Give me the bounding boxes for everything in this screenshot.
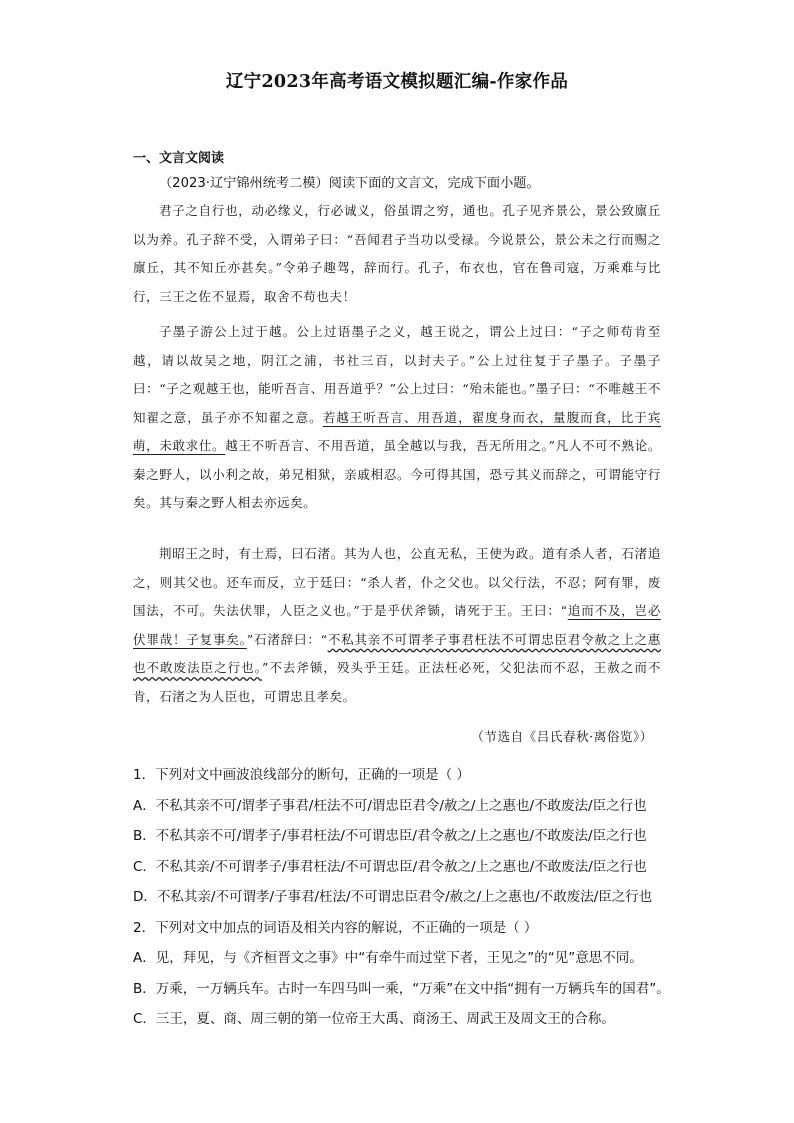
questions: [133, 760, 673, 1035]
passage-text: 荆昭王之时，有士焉，曰石渚。其为人也，公直无私，王使为政。道有杀人者，石渚追之，则其父也。还车而反，立于廷曰：“杀人者，仆之父也。以父行法，不忍；阿有罪，废国法，不可。失法伏罪，人臣之义也。”于是乎伏斧锧，请死于王。王曰：“: [133, 546, 661, 618]
wavy-underlined-sentence: 不私其亲不可谓孝子事君枉法不可谓忠臣君令赦之上之惠也不敢废法臣之行也。: [133, 631, 661, 675]
passage-paragraph-2: [133, 318, 661, 518]
passage-paragraph-3: [133, 540, 661, 711]
passage-text: 越王不听吾言、不用吾道，虽全越以与我，吾无所用之。”凡人不可不熟论。秦之野人，以小利之故，弟兄相狱，亲戚相忍。今可得其国，恐亏其义而辞之，可谓能守行矣。其与秦之野人相去亦远矣。: [133, 438, 662, 510]
section-heading: 一、文言文阅读: [133, 151, 225, 166]
passage-paragraph-1: 君子之自行也，动必缘义，行必诚义，俗虽谓之穷，通也。孔子见齐景公，景公致廪丘以为养。孔子辞不受，入谓弟子曰：“吾闻君子当功以受禄。今说景公，景公未之行而赐之廪丘，其不知丘亦甚矣。”令弟子趣驾，辞而行。孔子，布衣也，官在鲁司寇，万乘难与比行，三王之佐不显焉，取舍不苟也夫！: [133, 203, 661, 304]
passage-source: （节选自《吕氏春秋·离俗览》）: [471, 729, 653, 744]
answer-option: A．见，拜见，与《齐桓晋文之事》中“有牵牛而过堂下者，王见之”的“见”意思不同。: [133, 950, 643, 966]
answer-option: C．三王，夏、商、周三朝的第一位帝王大禹、商汤王、周武王及周文王的合称。: [133, 1011, 615, 1027]
passage-text: 子墨子游公上过于越。公上过语墨子之义，越王说之，谓公上过曰：“子之师苟肯至越，请以故吴之地，阴江之浦，书社三百，以封夫子。”公上过往复于子墨子。子墨子曰：“子之观越王也，能听吾言、用吾道乎？”公上过曰：“殆未能也。”墨子曰：“不唯越王不知翟之意，虽子亦不知翟之意。: [133, 324, 661, 425]
passage-text: ”石渚辞曰：“: [246, 631, 328, 647]
answer-option: B．不私其亲不可/谓孝子/事君枉法/不可谓忠臣/君令赦之/上之惠也/不敢废法/臣之行也: [133, 828, 647, 844]
passage-text: ”不去斧锧，殁头乎王廷。正法枉必死，父犯法而不忍，王赦之而不肯，石渚之为人臣也，可谓忠且孝矣。: [133, 660, 661, 704]
underlined-sentence: 追而不及，岂必伏罪哉！子复事矣。: [133, 603, 661, 647]
intro-text: （2023·辽宁锦州统考二模）阅读下面的文言文，完成下面小题。: [159, 176, 540, 191]
question-stem: 2．下列对文中加点的词语及相关内容的解说，不正确的一项是（ ）: [133, 919, 538, 936]
underlined-sentence: 若越王听吾言、用吾道，翟度身而衣，量腹而食，比于宾萌，未敢求仕。: [133, 409, 661, 453]
page-title: 辽宁2023年高考语文模拟题汇编-作家作品: [225, 72, 569, 92]
answer-option: C．不私其亲/不可谓孝子/事君枉法/不可谓忠臣/君令赦之/上之惠也/不敢废法/臣之行也: [133, 858, 647, 875]
answer-option: A．不私其亲不可/谓孝子事君/枉法不可/谓忠臣君令/赦之/上之惠也/不敢废法/臣之行也: [133, 797, 647, 814]
answer-option: B．万乘，一万辆兵车。古时一车四马叫一乘，“万乘”在文中指“拥有一万辆兵车的国君”。: [133, 980, 670, 997]
question-stem: 1．下列对文中画波浪线部分的断句，正确的一项是（ ）: [133, 767, 470, 783]
answer-option: D．不私其亲/不可谓孝/子事君/枉法/不可谓忠臣君令/赦之/上之惠也/不敢废法/臣之行也: [133, 889, 653, 905]
